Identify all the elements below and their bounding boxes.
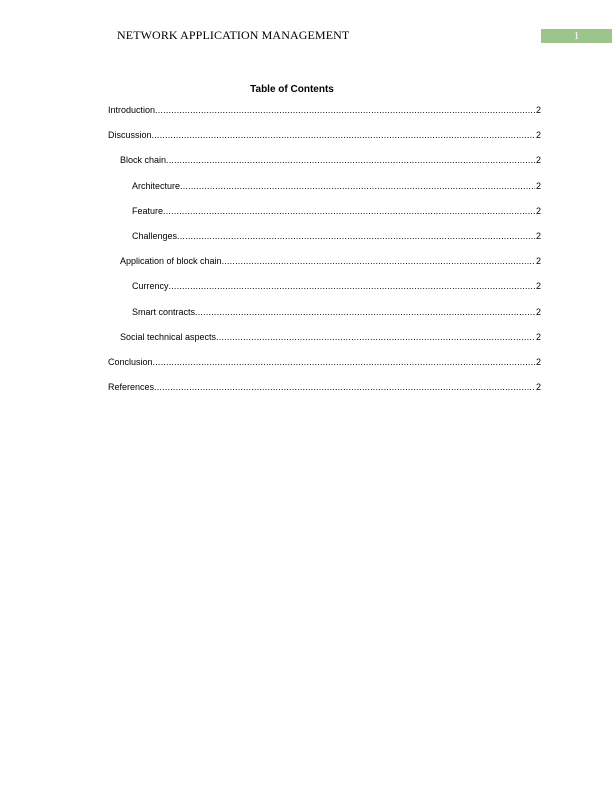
dot-leader [180,180,535,192]
dot-leader [155,104,535,116]
dot-leader [152,129,535,141]
dot-leader [153,356,535,368]
toc-entry-page: 2 [535,306,541,317]
toc-entry-challenges[interactable] [108,230,541,255]
toc-entry-label: Feature [132,205,164,216]
toc-entry-label: Discussion [108,130,152,141]
toc-entry-label: Architecture [132,180,181,191]
toc-entry-page: 2 [535,281,541,292]
dot-leader [169,280,535,292]
toc-entry-page: 2 [535,256,541,267]
running-header-title: NETWORK APPLICATION MANAGEMENT [117,28,350,42]
toc-entry-feature[interactable] [108,205,541,230]
toc-entry-label: Block chain [120,155,167,166]
toc-entry-label: Conclusion [108,356,153,367]
toc-entry-page: 2 [535,180,541,191]
toc-entry-page: 2 [535,382,541,393]
toc-entry-page: 2 [535,331,541,342]
table-of-contents [108,104,541,406]
dot-leader [222,255,535,267]
toc-entry-label: Currency [132,281,169,292]
dot-leader [166,154,535,166]
toc-heading: Table of Contents [250,84,334,95]
toc-entry-architecture[interactable] [108,180,541,205]
toc-entry-application-of-block-chain[interactable] [108,255,541,280]
dot-leader [216,331,535,343]
toc-entry-conclusion[interactable] [108,356,541,381]
toc-entry-page: 2 [535,155,541,166]
page-number-badge: 1 [541,29,612,43]
toc-entry-label: Application of block chain [120,256,222,267]
toc-entry-label: Introduction [108,105,156,115]
dot-leader [177,230,535,242]
toc-entry-page: 2 [535,230,541,241]
toc-entry-references[interactable] [108,381,541,406]
toc-entry-currency[interactable] [108,280,541,305]
toc-entry-discussion[interactable] [108,129,541,154]
dot-leader [163,205,535,217]
toc-entry-page: 2 [535,130,541,141]
toc-entry-label: References [108,382,155,393]
toc-entry-label: Social technical aspects [120,331,217,342]
toc-entry-label: Challenges [132,230,178,241]
toc-entry-social-technical-aspects[interactable] [108,331,541,356]
toc-entry-page: 2 [535,356,541,367]
toc-entry-label: Smart contracts [132,306,196,317]
toc-entry-smart-contracts[interactable] [108,306,541,331]
toc-entry-page: 2 [535,105,541,115]
dot-leader [195,306,535,318]
toc-entry-page: 2 [535,205,541,216]
toc-entry-introduction[interactable] [108,104,541,129]
toc-entry-block-chain[interactable] [108,154,541,179]
dot-leader [154,381,535,393]
